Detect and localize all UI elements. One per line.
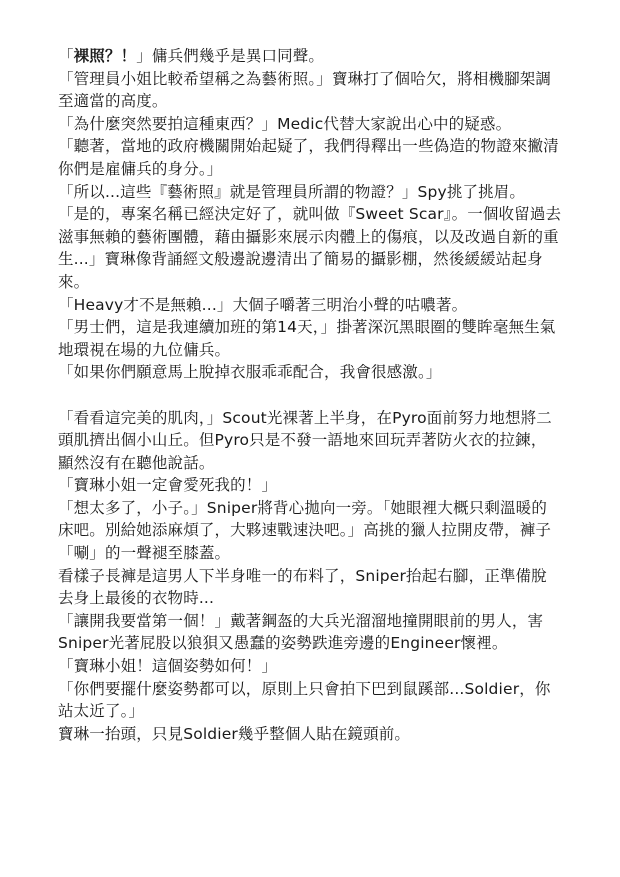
paragraph-text: 「男士們，這是我連續加班的第14天，」掛著深沉黑眼圈的雙眸毫無生氣地環視在場的九位傭兵。: [58, 318, 556, 359]
story-paragraph: [58, 723, 562, 746]
story-paragraph: [58, 655, 562, 678]
story-paragraph: [58, 474, 562, 497]
story-paragraph: [58, 68, 562, 113]
paragraph-text: 「管理員小姐比較希望稱之為藝術照。」寶琳打了個哈欠，將相機腳架調至適當的高度。: [58, 69, 552, 111]
paragraph-text: 寶琳一抬頭，只見Soldier幾乎整個人貼在鏡頭前。: [58, 724, 411, 743]
story-paragraph: [58, 181, 562, 204]
story-paragraph: [58, 407, 562, 475]
paragraph-text: 「: [58, 47, 74, 65]
paragraph-text: 「寶琳小姐！這個姿勢如何！」: [58, 657, 278, 676]
paragraph-text: 「如果你們願意馬上脫掉衣服乖乖配合，我會很感激。」: [58, 363, 442, 382]
paragraph-text: 「看看這完美的肌肉，」Scout光裸著上半身，在Pyro面前努力地想將二頭肌擠出個小山丘。但Pyro只是不發一語地來回玩弄著防火衣的拉鍊，顯然沒有在聽他說話。: [58, 408, 552, 472]
paragraph-text: 看樣子長褲是這男人下半身唯一的布料了，Sniper抬起右腳，正準備脫去身上最後的衣物時...: [58, 566, 547, 608]
story-paragraph: [58, 135, 562, 180]
emphasis-text: 裸照？！: [73, 47, 137, 65]
story-paragraph: [58, 294, 562, 317]
paragraph-text: 「寶琳小姐一定會愛死我的！」: [58, 476, 278, 495]
paragraph-text: 「你們要擺什麼姿勢都可以，原則上只會拍下巴到鼠蹊部...Soldier，你站太近了。」: [58, 679, 551, 721]
story-paragraph: [58, 497, 562, 565]
story-paragraph: [58, 361, 562, 384]
paragraph-text: 「是的，專案名稱已經決定好了，就叫做『Sweet Scar』。一個收留過去滋事無賴的藝術團體，藉由攝影來展示肉體上的傷痕，以及改過自新的重生...」寶琳像背誦經文般邊說邊清出了簡易的攝影棚，然後緩緩站起身來。: [58, 205, 562, 291]
paragraph-text: 「讓開我要當第一個！」戴著鋼盔的大兵光溜溜地撞開眼前的男人，害Sniper光著屁股以狼狽又愚蠢的姿勢跌進旁邊的Engineer懷裡。: [58, 611, 544, 653]
paragraph-text: 「Heavy才不是無賴...」大個子嚼著三明治小聲的咕噥著。: [58, 295, 468, 314]
paragraph-text: 「所以...這些『藝術照』就是管理員所謂的物證？」Spy挑了挑眉。: [58, 182, 526, 201]
story-paragraph: [58, 203, 562, 293]
story-text-body: [58, 45, 562, 745]
story-paragraph: [58, 113, 562, 136]
paragraph-text: 「想太多了，小子。」Sniper將背心拋向一旁。「她眼裡大概只剩溫暖的床吧。別給她添麻煩了，大夥速戰速決吧。」高挑的獵人拉開皮帶，褲子「唰」的一聲褪至膝蓋。: [58, 498, 552, 563]
paragraph-text: 」傭兵們幾乎是異口同聲。: [136, 47, 325, 65]
story-paragraph: [58, 678, 562, 723]
paragraph-text: 「為什麼突然要拍這種東西？」Medic代替大家說出心中的疑惑。: [58, 114, 512, 133]
story-paragraph: [58, 316, 562, 361]
story-paragraph: [58, 45, 562, 68]
blank-line: [58, 384, 562, 407]
story-paragraph: [58, 610, 562, 655]
story-paragraph: [58, 565, 562, 610]
paragraph-text: 「聽著，當地的政府機關開始起疑了，我們得釋出一些偽造的物證來撇清你們是雇傭兵的身分。」: [58, 137, 559, 178]
